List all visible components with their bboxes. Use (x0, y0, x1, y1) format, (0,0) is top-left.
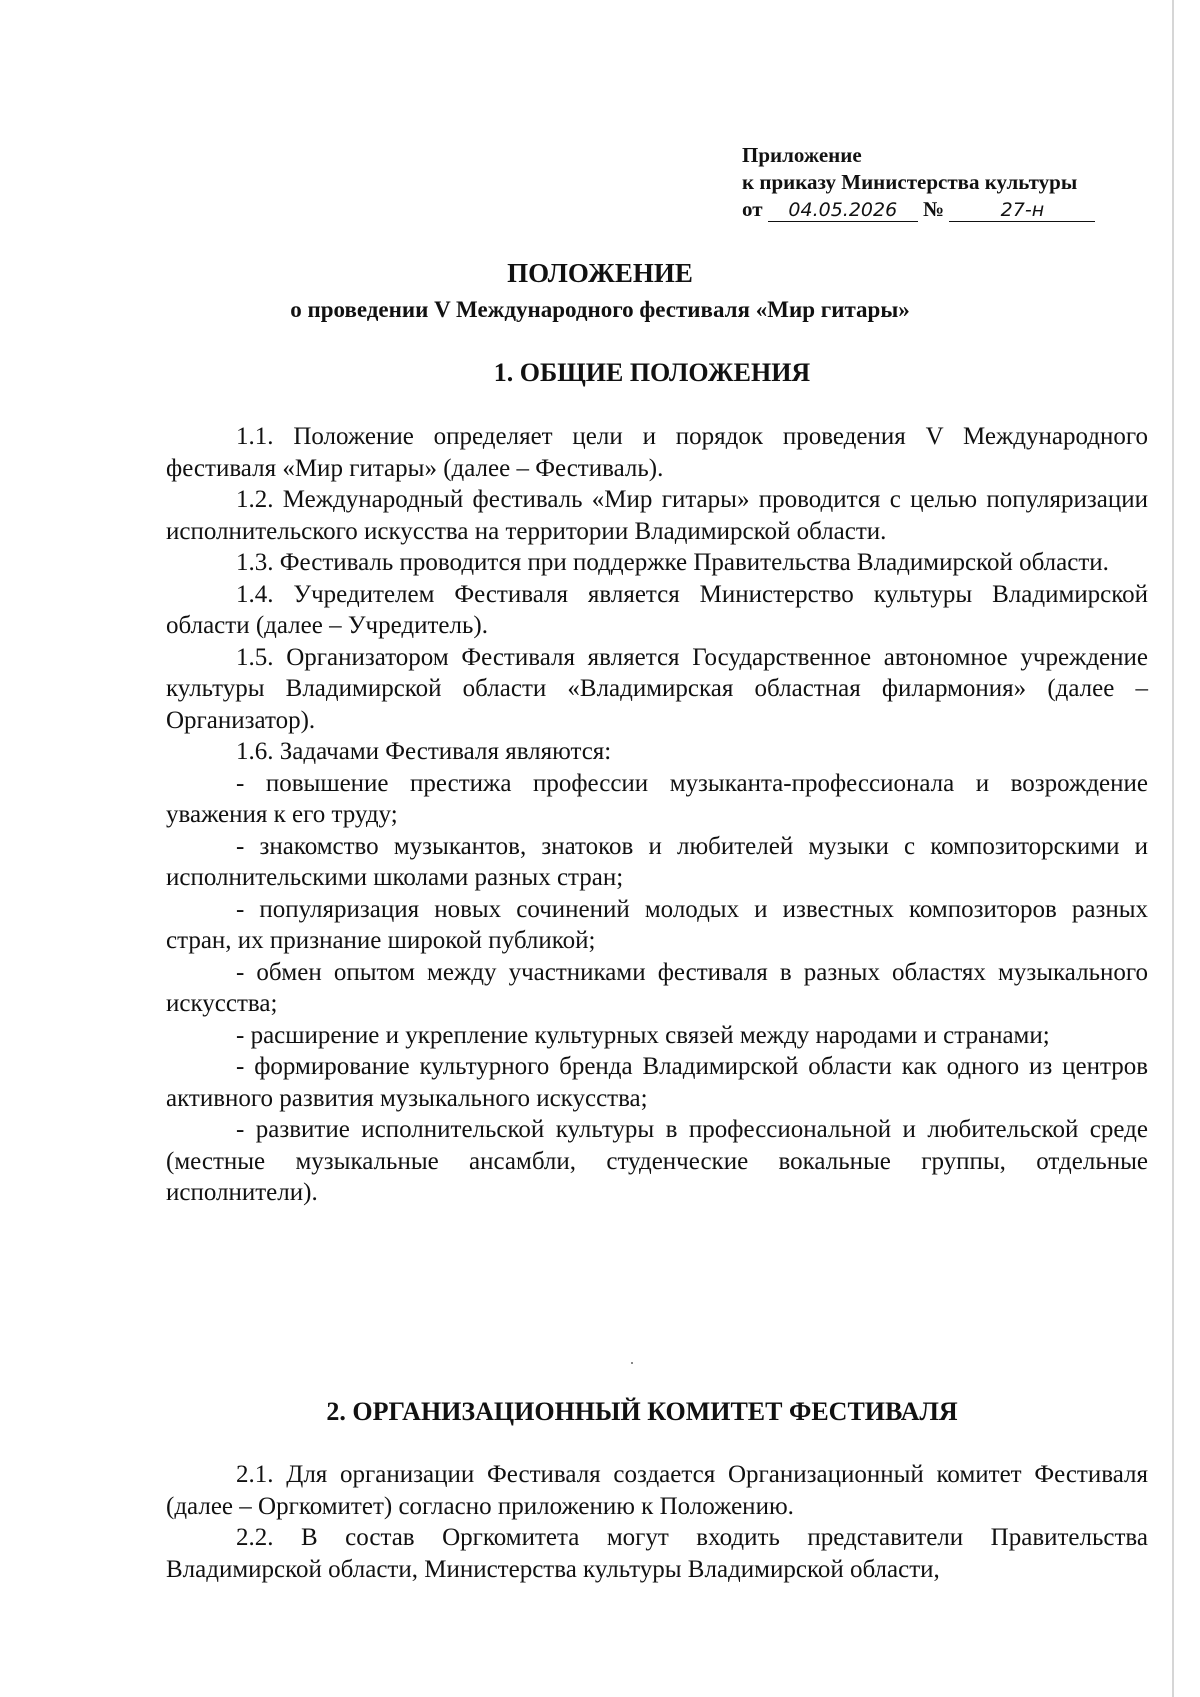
handwritten-number: 27-н (949, 199, 1095, 222)
document-subtitle: о проведении V Международного фестиваля «Мир гитары» (290, 297, 910, 322)
paragraph: 1.6. Задачами Фестиваля являются: (236, 738, 612, 765)
list-item: - повышение престижа профессии музыканта-профессионала и возрождение уважения к его труду; (166, 769, 1148, 828)
paragraph: 1.5. Организатором Фестиваля является Государственное автономное учреждение культуры Владимирской области «Владимирская областная филармония» (далее – Организатор). (166, 643, 1148, 734)
list-item: - популяризация новых сочинений молодых и известных композиторов разных стран, их признание широкой публикой; (166, 895, 1148, 954)
section-2-body (166, 1459, 1148, 1585)
page-edge-line (1172, 0, 1174, 1697)
appendix-block (742, 142, 1095, 223)
paragraph: 2.1. Для организации Фестиваля создается Организационный комитет Фестиваля (далее – Оргкомитет) согласно приложению к Положению. (166, 1461, 1148, 1520)
appendix-date-line (742, 196, 1095, 223)
section-2-heading: 2. ОРГАНИЗАЦИОННЫЙ КОМИТЕТ ФЕСТИВАЛЯ (326, 1397, 958, 1426)
list-item: - обмен опытом между участниками фестиваля в разных областях музыкального искусства; (166, 958, 1148, 1017)
list-item: - формирование культурного бренда Владимирской области как одного из центров активного развития музыкального искусства; (166, 1053, 1148, 1112)
paragraph: 1.4. Учредителем Фестиваля является Министерство культуры Владимирской области (далее – Учредитель). (166, 580, 1148, 639)
appendix-title: Приложение (742, 143, 862, 167)
paragraph: 1.2. Международный фестиваль «Мир гитары» проводится с целью популяризации исполнительского искусства на территории Владимирской области. (166, 486, 1148, 545)
list-item: - расширение и укрепление культурных связей между народами и странами; (236, 1021, 1050, 1049)
paragraph: 2.2. В состав Оргкомитета могут входить представители Правительства Владимирской области, Министерства культуры Владимирской области, (166, 1524, 1148, 1583)
section-1-body (166, 421, 1148, 1209)
stray-dot (631, 1362, 633, 1364)
paragraph: 1.1. Положение определяет цели и порядок проведения V Международного фестиваля «Мир гитары» (далее – Фестиваль). (166, 423, 1148, 482)
handwritten-date: 04.05.2026 (768, 199, 918, 222)
number-label: № (923, 197, 945, 221)
document-title: ПОЛОЖЕНИЕ (507, 258, 693, 288)
section-1-heading: 1. ОБЩИЕ ПОЛОЖЕНИЯ (493, 358, 811, 387)
from-label: от (742, 197, 763, 221)
list-item: - развитие исполнительской культуры в профессиональной и любительской среде (местные музыкальные ансамбли, студенческие вокальные группы, отдельные исполнители). (166, 1116, 1148, 1206)
appendix-order-line: к приказу Министерства культуры (742, 170, 1078, 194)
paragraph: 1.3. Фестиваль проводится при поддержке Правительства Владимирской области. (236, 549, 1109, 576)
list-item: - знакомство музыкантов, знатоков и любителей музыки с композиторскими и исполнительскими школами разных стран; (166, 832, 1148, 891)
